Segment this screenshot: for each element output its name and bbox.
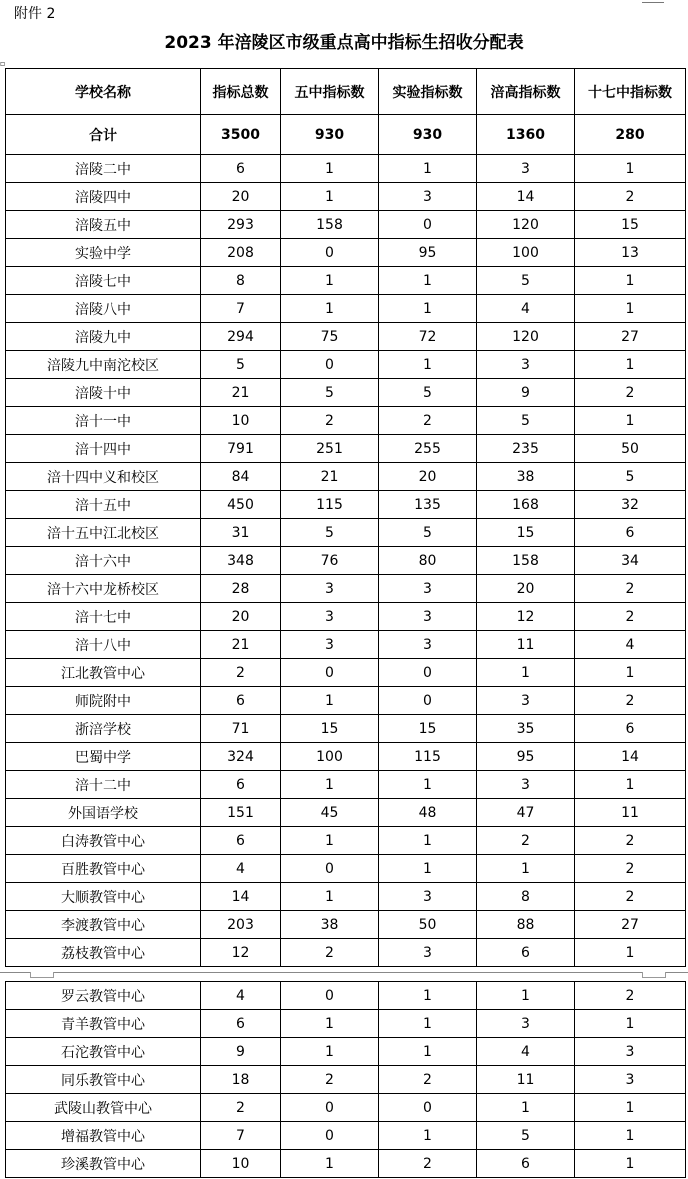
table-row [6, 911, 686, 939]
fifth-school-quota-cell: 1 [281, 827, 379, 855]
fifth-school-quota-cell: 0 [281, 659, 379, 687]
experimental-quota-cell: 0 [379, 659, 477, 687]
school-name-cell: 涪陵九中南沱校区 [6, 351, 201, 379]
fuling-high-quota-cell: 12 [477, 603, 575, 631]
total-quota-cell: 5 [201, 351, 281, 379]
experimental-quota-cell: 5 [379, 379, 477, 407]
total-quota-cell: 10 [201, 407, 281, 435]
total-fifth-school-value: 930 [281, 115, 379, 155]
table-row [6, 883, 686, 911]
attachment-label: 附件 2 [14, 6, 56, 22]
experimental-quota-cell: 135 [379, 491, 477, 519]
seventeenth-school-quota-cell: 1 [575, 351, 686, 379]
experimental-quota-cell: 3 [379, 183, 477, 211]
fifth-school-quota-cell: 3 [281, 631, 379, 659]
quota-table-continued [5, 981, 686, 1178]
school-name-cell: 涪陵八中 [6, 295, 201, 323]
fifth-school-quota-cell: 15 [281, 715, 379, 743]
seventeenth-school-quota-cell: 15 [575, 211, 686, 239]
experimental-quota-cell: 50 [379, 911, 477, 939]
total-quota-cell: 6 [201, 155, 281, 183]
school-name-cell: 石沱教管中心 [6, 1038, 201, 1066]
fifth-school-quota-cell: 76 [281, 547, 379, 575]
total-quota-cell: 450 [201, 491, 281, 519]
fifth-school-quota-cell: 38 [281, 911, 379, 939]
fifth-school-quota-cell: 0 [281, 1122, 379, 1150]
seventeenth-school-quota-cell: 4 [575, 631, 686, 659]
seventeenth-school-quota-cell: 3 [575, 1066, 686, 1094]
total-quota-cell: 151 [201, 799, 281, 827]
fuling-high-quota-cell: 15 [477, 519, 575, 547]
fuling-high-quota-cell: 14 [477, 183, 575, 211]
experimental-quota-cell: 3 [379, 883, 477, 911]
experimental-quota-cell: 48 [379, 799, 477, 827]
experimental-quota-cell: 1 [379, 771, 477, 799]
seventeenth-school-quota-cell: 27 [575, 911, 686, 939]
fuling-high-quota-cell: 235 [477, 435, 575, 463]
fifth-school-quota-cell: 5 [281, 519, 379, 547]
fuling-high-quota-cell: 1 [477, 1094, 575, 1122]
school-name-cell: 外国语学校 [6, 799, 201, 827]
fifth-school-quota-cell: 251 [281, 435, 379, 463]
school-name-cell: 涪陵九中 [6, 323, 201, 351]
seventeenth-school-quota-cell: 1 [575, 407, 686, 435]
total-quota-cell: 10 [201, 1150, 281, 1178]
fifth-school-quota-cell: 0 [281, 239, 379, 267]
fifth-school-quota-cell: 75 [281, 323, 379, 351]
fifth-school-quota-cell: 0 [281, 351, 379, 379]
seventeenth-school-quota-cell: 2 [575, 855, 686, 883]
table-row [6, 155, 686, 183]
fifth-school-quota-cell: 100 [281, 743, 379, 771]
experimental-quota-cell: 1 [379, 295, 477, 323]
seventeenth-school-quota-cell: 1 [575, 295, 686, 323]
school-name-cell: 同乐教管中心 [6, 1066, 201, 1094]
fuling-high-quota-cell: 8 [477, 883, 575, 911]
table-anchor-icon: ▫ [0, 59, 6, 68]
total-quota-cell: 20 [201, 183, 281, 211]
experimental-quota-cell: 15 [379, 715, 477, 743]
total-quota-cell: 14 [201, 883, 281, 911]
school-name-cell: 大顺教管中心 [6, 883, 201, 911]
fuling-high-quota-cell: 95 [477, 743, 575, 771]
school-name-cell: 涪十四中 [6, 435, 201, 463]
experimental-quota-cell: 1 [379, 827, 477, 855]
header-total-quota: 指标总数 [201, 69, 281, 115]
fifth-school-quota-cell: 1 [281, 883, 379, 911]
seventeenth-school-quota-cell: 1 [575, 939, 686, 967]
total-quota-cell: 4 [201, 982, 281, 1010]
table-row [6, 687, 686, 715]
fuling-high-quota-cell: 158 [477, 547, 575, 575]
fuling-high-quota-cell: 11 [477, 1066, 575, 1094]
experimental-quota-cell: 3 [379, 603, 477, 631]
table-row [6, 463, 686, 491]
header-fifth-school-quota: 五中指标数 [281, 69, 379, 115]
table-row [6, 1038, 686, 1066]
fuling-high-quota-cell: 1 [477, 855, 575, 883]
table-row [6, 267, 686, 295]
school-name-cell: 涪十六中龙桥校区 [6, 575, 201, 603]
experimental-quota-cell: 1 [379, 982, 477, 1010]
total-quota-cell: 9 [201, 1038, 281, 1066]
total-row [6, 115, 686, 155]
school-name-cell: 珍溪教管中心 [6, 1150, 201, 1178]
seventeenth-school-quota-cell: 27 [575, 323, 686, 351]
table-row [6, 715, 686, 743]
experimental-quota-cell: 1 [379, 267, 477, 295]
school-name-cell: 涪十二中 [6, 771, 201, 799]
fuling-high-quota-cell: 11 [477, 631, 575, 659]
experimental-quota-cell: 95 [379, 239, 477, 267]
fifth-school-quota-cell: 1 [281, 1010, 379, 1038]
experimental-quota-cell: 3 [379, 631, 477, 659]
seventeenth-school-quota-cell: 6 [575, 519, 686, 547]
school-name-cell: 罗云教管中心 [6, 982, 201, 1010]
school-name-cell: 青羊教管中心 [6, 1010, 201, 1038]
total-quota-cell: 324 [201, 743, 281, 771]
school-name-cell: 涪十一中 [6, 407, 201, 435]
table-row [6, 435, 686, 463]
total-quota-cell: 348 [201, 547, 281, 575]
table-row [6, 239, 686, 267]
total-quota-cell: 18 [201, 1066, 281, 1094]
fifth-school-quota-cell: 158 [281, 211, 379, 239]
experimental-quota-cell: 80 [379, 547, 477, 575]
seventeenth-school-quota-cell: 3 [575, 1038, 686, 1066]
fuling-high-quota-cell: 1 [477, 982, 575, 1010]
seventeenth-school-quota-cell: 11 [575, 799, 686, 827]
seventeenth-school-quota-cell: 1 [575, 1150, 686, 1178]
fuling-high-quota-cell: 35 [477, 715, 575, 743]
fuling-high-quota-cell: 4 [477, 295, 575, 323]
page-corner-mark [642, 0, 664, 3]
fifth-school-quota-cell: 21 [281, 463, 379, 491]
fuling-high-quota-cell: 2 [477, 827, 575, 855]
seventeenth-school-quota-cell: 2 [575, 827, 686, 855]
page-break-marker-left [30, 972, 54, 978]
table-row [6, 323, 686, 351]
table-row [6, 407, 686, 435]
seventeenth-school-quota-cell: 13 [575, 239, 686, 267]
experimental-quota-cell: 1 [379, 351, 477, 379]
experimental-quota-cell: 2 [379, 1150, 477, 1178]
table-row [6, 1150, 686, 1178]
table-row [6, 491, 686, 519]
experimental-quota-cell: 1 [379, 1010, 477, 1038]
seventeenth-school-quota-cell: 1 [575, 659, 686, 687]
experimental-quota-cell: 2 [379, 1066, 477, 1094]
total-quota-cell: 21 [201, 379, 281, 407]
school-name-cell: 涪陵五中 [6, 211, 201, 239]
total-quota-cell: 208 [201, 239, 281, 267]
seventeenth-school-quota-cell: 5 [575, 463, 686, 491]
total-experimental-value: 930 [379, 115, 477, 155]
total-fuling-high-value: 1360 [477, 115, 575, 155]
header-school-name: 学校名称 [6, 69, 201, 115]
fifth-school-quota-cell: 1 [281, 183, 379, 211]
experimental-quota-cell: 255 [379, 435, 477, 463]
fifth-school-quota-cell: 0 [281, 982, 379, 1010]
experimental-quota-cell: 3 [379, 939, 477, 967]
table-row [6, 855, 686, 883]
experimental-quota-cell: 0 [379, 1094, 477, 1122]
total-quota-value: 3500 [201, 115, 281, 155]
experimental-quota-cell: 115 [379, 743, 477, 771]
seventeenth-school-quota-cell: 50 [575, 435, 686, 463]
table-row [6, 743, 686, 771]
fuling-high-quota-cell: 120 [477, 211, 575, 239]
total-quota-cell: 28 [201, 575, 281, 603]
seventeenth-school-quota-cell: 1 [575, 1094, 686, 1122]
seventeenth-school-quota-cell: 2 [575, 575, 686, 603]
seventeenth-school-quota-cell: 6 [575, 715, 686, 743]
school-name-cell: 师院附中 [6, 687, 201, 715]
total-label: 合计 [6, 115, 201, 155]
fuling-high-quota-cell: 6 [477, 939, 575, 967]
fuling-high-quota-cell: 4 [477, 1038, 575, 1066]
experimental-quota-cell: 1 [379, 155, 477, 183]
fuling-high-quota-cell: 100 [477, 239, 575, 267]
total-quota-cell: 2 [201, 1094, 281, 1122]
experimental-quota-cell: 20 [379, 463, 477, 491]
experimental-quota-cell: 2 [379, 407, 477, 435]
table-row [6, 1066, 686, 1094]
school-name-cell: 涪陵七中 [6, 267, 201, 295]
fifth-school-quota-cell: 3 [281, 575, 379, 603]
table-row [6, 659, 686, 687]
seventeenth-school-quota-cell: 2 [575, 603, 686, 631]
experimental-quota-cell: 0 [379, 211, 477, 239]
table-row [6, 982, 686, 1010]
total-quota-cell: 20 [201, 603, 281, 631]
total-quota-cell: 7 [201, 1122, 281, 1150]
seventeenth-school-quota-cell: 2 [575, 687, 686, 715]
fuling-high-quota-cell: 5 [477, 267, 575, 295]
school-name-cell: 涪十五中江北校区 [6, 519, 201, 547]
fifth-school-quota-cell: 2 [281, 407, 379, 435]
table-row [6, 211, 686, 239]
fuling-high-quota-cell: 20 [477, 575, 575, 603]
school-name-cell: 江北教管中心 [6, 659, 201, 687]
total-quota-cell: 293 [201, 211, 281, 239]
fuling-high-quota-cell: 3 [477, 1010, 575, 1038]
table-row [6, 547, 686, 575]
table-row [6, 1010, 686, 1038]
school-name-cell: 涪陵四中 [6, 183, 201, 211]
fifth-school-quota-cell: 1 [281, 1038, 379, 1066]
header-experimental-quota: 实验指标数 [379, 69, 477, 115]
table-row [6, 799, 686, 827]
seventeenth-school-quota-cell: 1 [575, 267, 686, 295]
school-name-cell: 浙涪学校 [6, 715, 201, 743]
header-seventeenth-school-quota: 十七中指标数 [575, 69, 686, 115]
fifth-school-quota-cell: 5 [281, 379, 379, 407]
table-row [6, 771, 686, 799]
total-quota-cell: 8 [201, 267, 281, 295]
fuling-high-quota-cell: 88 [477, 911, 575, 939]
seventeenth-school-quota-cell: 2 [575, 883, 686, 911]
fifth-school-quota-cell: 1 [281, 1150, 379, 1178]
school-name-cell: 涪十八中 [6, 631, 201, 659]
table-row [6, 379, 686, 407]
school-name-cell: 荔枝教管中心 [6, 939, 201, 967]
fifth-school-quota-cell: 0 [281, 855, 379, 883]
fuling-high-quota-cell: 47 [477, 799, 575, 827]
seventeenth-school-quota-cell: 14 [575, 743, 686, 771]
total-quota-cell: 791 [201, 435, 281, 463]
school-name-cell: 武陵山教管中心 [6, 1094, 201, 1122]
total-quota-cell: 12 [201, 939, 281, 967]
experimental-quota-cell: 5 [379, 519, 477, 547]
fifth-school-quota-cell: 1 [281, 155, 379, 183]
experimental-quota-cell: 1 [379, 1038, 477, 1066]
total-quota-cell: 6 [201, 1010, 281, 1038]
total-seventeenth-school-value: 280 [575, 115, 686, 155]
seventeenth-school-quota-cell: 2 [575, 183, 686, 211]
total-quota-cell: 203 [201, 911, 281, 939]
table-row [6, 1122, 686, 1150]
fuling-high-quota-cell: 3 [477, 687, 575, 715]
school-name-cell: 涪陵十中 [6, 379, 201, 407]
total-quota-cell: 294 [201, 323, 281, 351]
seventeenth-school-quota-cell: 34 [575, 547, 686, 575]
fifth-school-quota-cell: 1 [281, 267, 379, 295]
total-quota-cell: 6 [201, 771, 281, 799]
total-quota-cell: 7 [201, 295, 281, 323]
table-row [6, 295, 686, 323]
fifth-school-quota-cell: 1 [281, 295, 379, 323]
page-title: 2023 年涪陵区市级重点高中指标生招收分配表 [164, 33, 524, 53]
fuling-high-quota-cell: 6 [477, 1150, 575, 1178]
experimental-quota-cell: 1 [379, 855, 477, 883]
table-row [6, 1094, 686, 1122]
school-name-cell: 涪十五中 [6, 491, 201, 519]
seventeenth-school-quota-cell: 1 [575, 1010, 686, 1038]
fuling-high-quota-cell: 38 [477, 463, 575, 491]
table-row [6, 351, 686, 379]
fifth-school-quota-cell: 115 [281, 491, 379, 519]
header-fuling-high-quota: 涪高指标数 [477, 69, 575, 115]
table-row [6, 827, 686, 855]
experimental-quota-cell: 0 [379, 687, 477, 715]
fifth-school-quota-cell: 1 [281, 771, 379, 799]
fifth-school-quota-cell: 2 [281, 939, 379, 967]
fifth-school-quota-cell: 1 [281, 687, 379, 715]
school-name-cell: 李渡教管中心 [6, 911, 201, 939]
experimental-quota-cell: 72 [379, 323, 477, 351]
fuling-high-quota-cell: 5 [477, 407, 575, 435]
seventeenth-school-quota-cell: 2 [575, 379, 686, 407]
school-name-cell: 涪陵二中 [6, 155, 201, 183]
experimental-quota-cell: 1 [379, 1122, 477, 1150]
school-name-cell: 增福教管中心 [6, 1122, 201, 1150]
table-row [6, 631, 686, 659]
fifth-school-quota-cell: 0 [281, 1094, 379, 1122]
school-name-cell: 白涛教管中心 [6, 827, 201, 855]
total-quota-cell: 6 [201, 687, 281, 715]
table-row [6, 575, 686, 603]
table-row [6, 939, 686, 967]
total-quota-cell: 6 [201, 827, 281, 855]
table-row [6, 519, 686, 547]
school-name-cell: 涪十六中 [6, 547, 201, 575]
seventeenth-school-quota-cell: 1 [575, 155, 686, 183]
fuling-high-quota-cell: 5 [477, 1122, 575, 1150]
fuling-high-quota-cell: 3 [477, 771, 575, 799]
fifth-school-quota-cell: 45 [281, 799, 379, 827]
total-quota-cell: 84 [201, 463, 281, 491]
school-name-cell: 涪十七中 [6, 603, 201, 631]
fuling-high-quota-cell: 3 [477, 155, 575, 183]
school-name-cell: 百胜教管中心 [6, 855, 201, 883]
fuling-high-quota-cell: 3 [477, 351, 575, 379]
fuling-high-quota-cell: 9 [477, 379, 575, 407]
quota-table [5, 68, 686, 967]
experimental-quota-cell: 3 [379, 575, 477, 603]
total-quota-cell: 2 [201, 659, 281, 687]
table-header-row [6, 69, 686, 115]
total-quota-cell: 21 [201, 631, 281, 659]
fifth-school-quota-cell: 2 [281, 1066, 379, 1094]
school-name-cell: 巴蜀中学 [6, 743, 201, 771]
total-quota-cell: 4 [201, 855, 281, 883]
total-quota-cell: 31 [201, 519, 281, 547]
table-row [6, 603, 686, 631]
total-quota-cell: 71 [201, 715, 281, 743]
page-break-marker-right [642, 972, 666, 978]
fuling-high-quota-cell: 1 [477, 659, 575, 687]
school-name-cell: 实验中学 [6, 239, 201, 267]
seventeenth-school-quota-cell: 32 [575, 491, 686, 519]
seventeenth-school-quota-cell: 2 [575, 982, 686, 1010]
school-name-cell: 涪十四中义和校区 [6, 463, 201, 491]
seventeenth-school-quota-cell: 1 [575, 1122, 686, 1150]
table-row [6, 183, 686, 211]
fuling-high-quota-cell: 120 [477, 323, 575, 351]
fuling-high-quota-cell: 168 [477, 491, 575, 519]
page-break-divider [0, 972, 688, 973]
fifth-school-quota-cell: 3 [281, 603, 379, 631]
seventeenth-school-quota-cell: 1 [575, 771, 686, 799]
